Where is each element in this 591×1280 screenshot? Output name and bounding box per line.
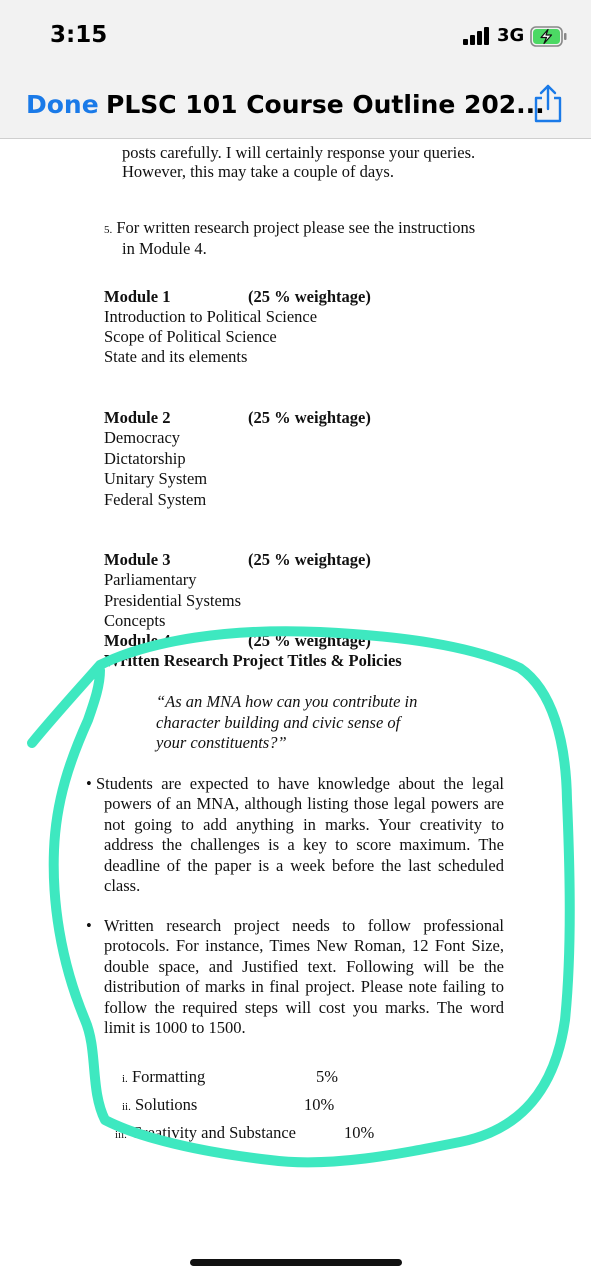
marks-value: 10% (304, 1095, 335, 1114)
module-2-title: Module 2 (104, 408, 171, 427)
share-icon[interactable] (530, 84, 566, 124)
policy-bullet-2: Written research project needs to follow professional protocols. For instance, Times New Roman, 12 Font Size, double space, and Justified text. Following will be the distribution of marks in final project. Please note failing to follow the required steps will cost you marks. The word limit is 1000 to 1500. (104, 916, 504, 1038)
marks-row-formatting (122, 1067, 205, 1089)
module-4-title: Module 4 (104, 631, 171, 650)
module-3-weight: (25 % weightage) (248, 550, 371, 569)
item-text: For written research project please see the instructions (116, 218, 476, 237)
module-topic: Scope of Political Science (104, 327, 277, 346)
document-title: PLSC 101 Course Outline 202... (106, 90, 545, 119)
module-topic: Dictatorship (104, 449, 186, 468)
marks-number: iii. (115, 1129, 127, 1141)
module-topic: Concepts (104, 611, 166, 630)
module-topic: Unitary System (104, 469, 208, 488)
status-bar (0, 0, 591, 72)
quote-line: “As an MNA how can you contribute in (156, 692, 418, 711)
module-topic: State and its elements (104, 347, 248, 366)
marks-value: 10% (344, 1123, 375, 1142)
status-time: 3:15 (50, 22, 108, 48)
cellular-signal-icon (463, 27, 491, 45)
project-heading: Written Research Project Titles & Policies (104, 651, 402, 670)
numbered-item-5 (104, 218, 475, 240)
module-2-weight: (25 % weightage) (248, 408, 371, 427)
item-number: 5. (104, 224, 113, 236)
bullet-marker: • (86, 774, 92, 793)
battery-charging-icon (530, 26, 568, 47)
text-line: in Module 4. (122, 239, 207, 258)
module-4-weight: (25 % weightage) (248, 631, 371, 650)
text-line: However, this may take a couple of days. (122, 162, 394, 181)
marks-row-creativity (115, 1123, 296, 1145)
module-topic: Federal System (104, 490, 207, 509)
marks-value: 5% (316, 1067, 338, 1086)
network-type: 3G (497, 25, 525, 46)
navigation-bar (0, 72, 591, 139)
marks-label: Formatting (131, 1067, 206, 1086)
marks-number: ii. (122, 1101, 131, 1113)
marks-row-solutions (122, 1095, 197, 1117)
module-topic: Presidential Systems (104, 591, 242, 610)
text-line: posts carefully. I will certainly response your queries. (122, 143, 476, 162)
home-indicator[interactable] (190, 1259, 402, 1266)
policy-bullet-1: Students are expected to have knowledge about the legal powers of an MNA, although listing those legal powers are not going to add anything in marks. Your creativity to address the challenges is a key to score maximum. The deadline of the paper is a week before the last scheduled class. (96, 774, 504, 896)
module-1-weight: (25 % weightage) (248, 287, 371, 306)
module-3-title: Module 3 (104, 550, 171, 569)
bullet-marker: • (86, 916, 92, 935)
module-1-title: Module 1 (104, 287, 171, 306)
module-topic: Parliamentary (104, 570, 197, 589)
pdf-document-view[interactable] (0, 140, 591, 1260)
module-topic: Introduction to Political Science (104, 307, 318, 326)
quote-line: character building and civic sense of (156, 713, 401, 732)
marks-number: i. (122, 1073, 128, 1085)
marks-label: Creativity and Substance (131, 1123, 297, 1142)
done-button[interactable]: Done (26, 90, 99, 119)
quote-line: your constituents?” (156, 733, 287, 752)
module-topic: Democracy (104, 428, 181, 447)
marks-label: Solutions (135, 1095, 198, 1114)
